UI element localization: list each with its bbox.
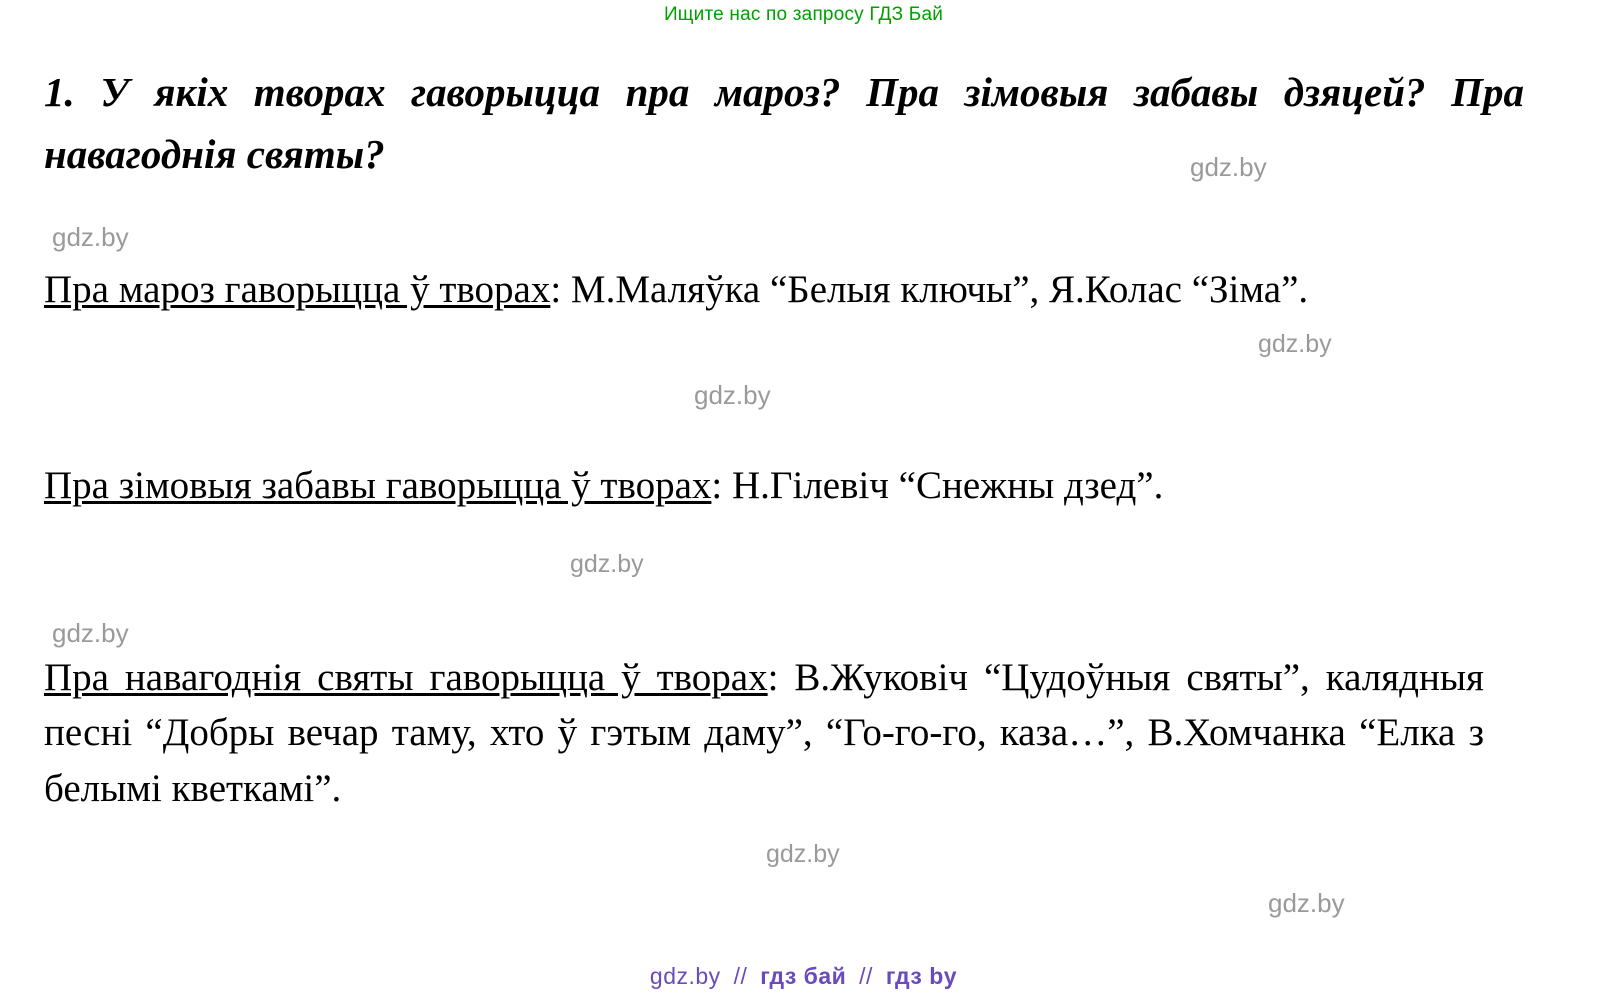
answer-2-lead: Пра зімовыя забавы гаворыцца ў творах	[44, 464, 712, 507]
watermark: gdz.by	[52, 618, 129, 648]
answer-3-tail: : В.Жуковіч “Цудоўныя святы”, калядныя песні “Добры вечар таму, хто ў гэтым даму”, “Го-го-го, каза…”, В.Хомчанка “Елка з белымі кветкамі”.	[44, 656, 1484, 810]
question-number: 1.	[44, 69, 75, 115]
answer-2-tail: : Н.Гілевіч “Снежны дзед”.	[711, 464, 1164, 507]
footer-separator-1: //	[733, 963, 748, 989]
answer-3-lead: Пра навагоднія святы гаворыцца ў творах	[44, 656, 768, 699]
top-promo-banner: Ищите нас по запросу ГДЗ Бай	[663, 4, 944, 25]
answer-1-tail: : М.Маляўка “Белыя ключы”, Я.Колас “Зіма”.	[550, 268, 1309, 311]
watermark: gdz.by	[766, 840, 840, 868]
watermark: gdz.by	[694, 380, 771, 410]
answer-paragraph-1	[44, 262, 1484, 317]
answer-paragraph-2	[44, 458, 1484, 513]
footer-strip	[0, 963, 1607, 990]
footer-right: гдз by	[885, 963, 958, 989]
answer-1-lead: Пра мароз гаворыцца ў творах	[44, 268, 551, 311]
watermark: gdz.by	[52, 222, 129, 252]
watermark: gdz.by	[570, 550, 644, 578]
footer-separator-2: //	[859, 963, 873, 989]
watermark: gdz.by	[1190, 152, 1267, 182]
watermark: gdz.by	[1258, 330, 1332, 358]
answer-paragraph-3	[44, 650, 1484, 816]
footer-left: gdz.by	[649, 963, 721, 989]
watermark: gdz.by	[1268, 888, 1345, 918]
question-text: У якіх творах гаворыцца пра мароз? Пра зімовыя забавы дзяцей? Пра навагоднія святы?	[44, 69, 1525, 177]
footer-middle: гдз бай	[760, 963, 847, 989]
question-heading	[44, 62, 1524, 185]
